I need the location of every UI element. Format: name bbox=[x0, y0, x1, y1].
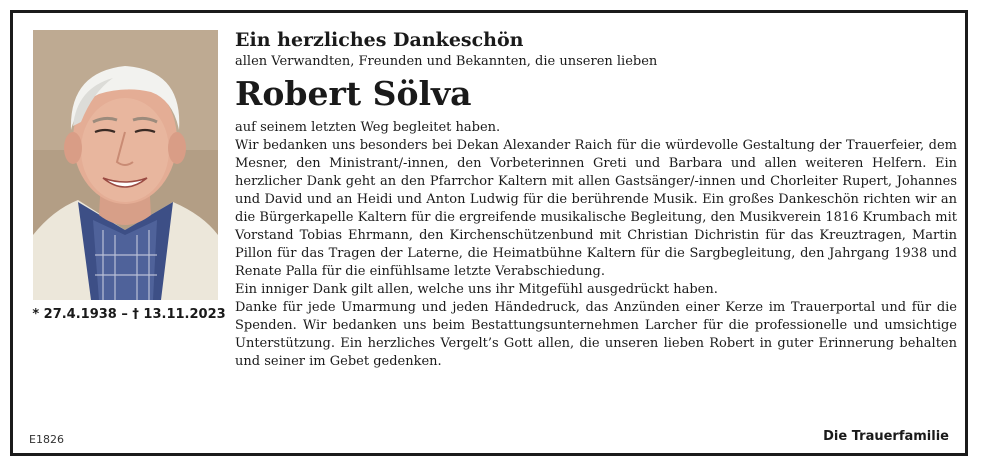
message-body bbox=[235, 119, 957, 371]
thank-you-heading: Ein herzliches Dankeschön bbox=[235, 29, 524, 51]
ad-code: E1826 bbox=[29, 433, 64, 446]
signature: Die Trauerfamilie bbox=[823, 429, 949, 444]
paragraph-intro: auf seinem letzten Weg begleitet haben. bbox=[235, 120, 501, 135]
paragraph-closing: Danke für jede Umarmung und jeden Händedruck, das Anzünden einer Kerze im Trauerportal und für die Spenden. Wir bedanken uns beim Bestattungsunternehmen Larcher für die professionelle und umsichtige Unterstützung. Ein herzliches Vergelt’s Gott allen, die unseren lieben Robert in guter Erinnerung behalten und seiner im Gebet gedenken. bbox=[235, 300, 957, 369]
addressee-line: allen Verwandten, Freunden und Bekannten, die unseren lieben bbox=[235, 54, 658, 69]
paragraph-thanks: Wir bedanken uns besonders bei Dekan Alexander Raich für die würdevolle Gestaltung der Trauerfeier, dem Mesner, den Ministrant/-innen, den Vorbeterinnen Greti und Barbara und allen weiteren Helfern. Ein herzlicher Dank geht an den Pfarrchor Kaltern mit allen Gastsänger/-innen und Chorleiter Rupert, Johannes und David und an Heidi und Anton Ludwig für die berührende Musik. Ein großes Dankeschön richten wir an die Bürgerkapelle Kaltern für die ergreifende musikalische Begleitung, den Musikverein 1816 Krumbach mit Vorstand Tobias Ehrmann, den Kirchenschützenbund mit Christian Dichristin für das Kreuztragen, Martin Pillon für das Tragen der Laterne, die Heimatbühne Kaltern für die Sargbegleitung, den Jahrgang 1938 und Renate Palla für die einfühlsame letzte Verabschiedung. bbox=[235, 138, 957, 279]
portrait-photo bbox=[33, 30, 218, 300]
life-dates: * 27.4.1938 – † 13.11.2023 bbox=[32, 307, 226, 322]
paragraph-sympathy: Ein inniger Dank gilt allen, welche uns ihr Mitgefühl ausgedrückt haben. bbox=[235, 282, 718, 297]
portrait-illustration bbox=[33, 30, 218, 300]
obituary-text bbox=[235, 29, 957, 371]
deceased-name: Robert Sölva bbox=[235, 74, 472, 113]
obituary-card bbox=[10, 10, 968, 456]
